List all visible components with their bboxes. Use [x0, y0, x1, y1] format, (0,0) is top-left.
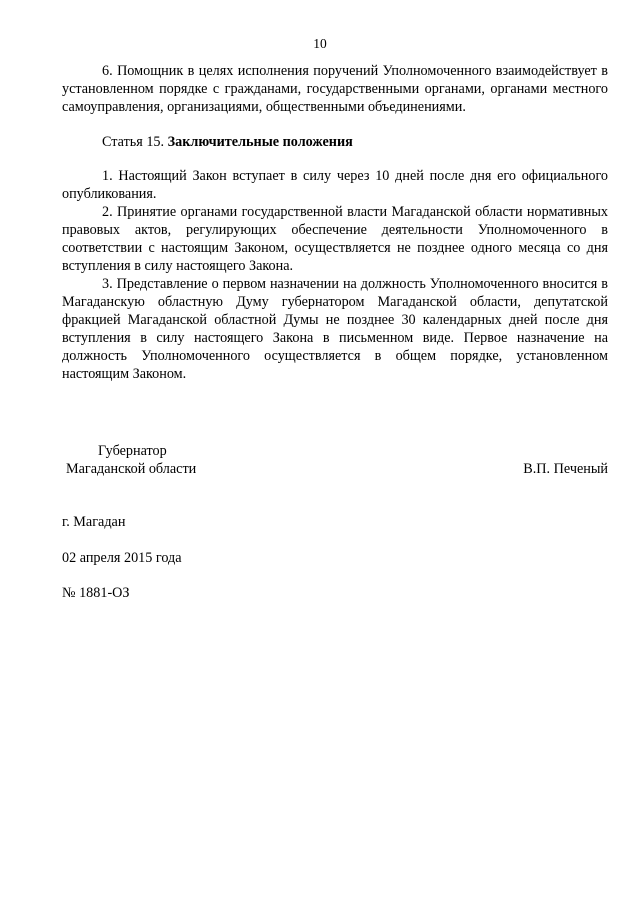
signatory-title-line2: Магаданской области	[66, 461, 197, 477]
paragraph-assistant-duties: 6. Помощник в целях исполнения поручений Уполномоченного взаимодействует в установленном порядке с гражданами, государственными органами, органами местного самоуправления, организациями, общественными объединениями.	[62, 63, 608, 115]
clause-1: 1. Настоящий Закон вступает в силу через 10 дней после дня его официального опубликования.	[62, 168, 608, 202]
clause-3: 3. Представление о первом назначении на должность Уполномоченного вносится в Магаданскую областную Думу губернатором Магаданской области, депутатской фракцией Магаданской областной Думы не позднее 30 календарных дней после дня вступления в силу настоящего Закона в письменном виде. Первое назначение на должность Уполномоченного осуществляется в общем порядке, установленном настоящим Законом.	[62, 276, 608, 382]
signatory-title-line1: Губернатор	[98, 443, 167, 459]
article-title: Заключительные положения	[167, 134, 353, 150]
article-number: Статья 15.	[102, 134, 165, 150]
signatory-name: В.П. Печеный	[523, 461, 608, 477]
place-of-signing: г. Магадан	[62, 514, 126, 530]
signature-row	[62, 460, 608, 478]
article-heading	[62, 133, 608, 151]
document-body	[62, 62, 608, 383]
page-number: 10	[313, 36, 327, 51]
signature-block	[62, 442, 608, 478]
clause-2: 2. Принятие органами государственной власти Магаданской области нормативных правовых актов, регулирующих обеспечение деятельности Уполномоченного в соответствии с настоящим Законом, осуществляется не позднее одного месяца со дня вступления в силу настоящего Закона.	[62, 204, 608, 274]
law-number: № 1881-ОЗ	[62, 585, 130, 601]
signing-date: 02 апреля 2015 года	[62, 550, 182, 566]
